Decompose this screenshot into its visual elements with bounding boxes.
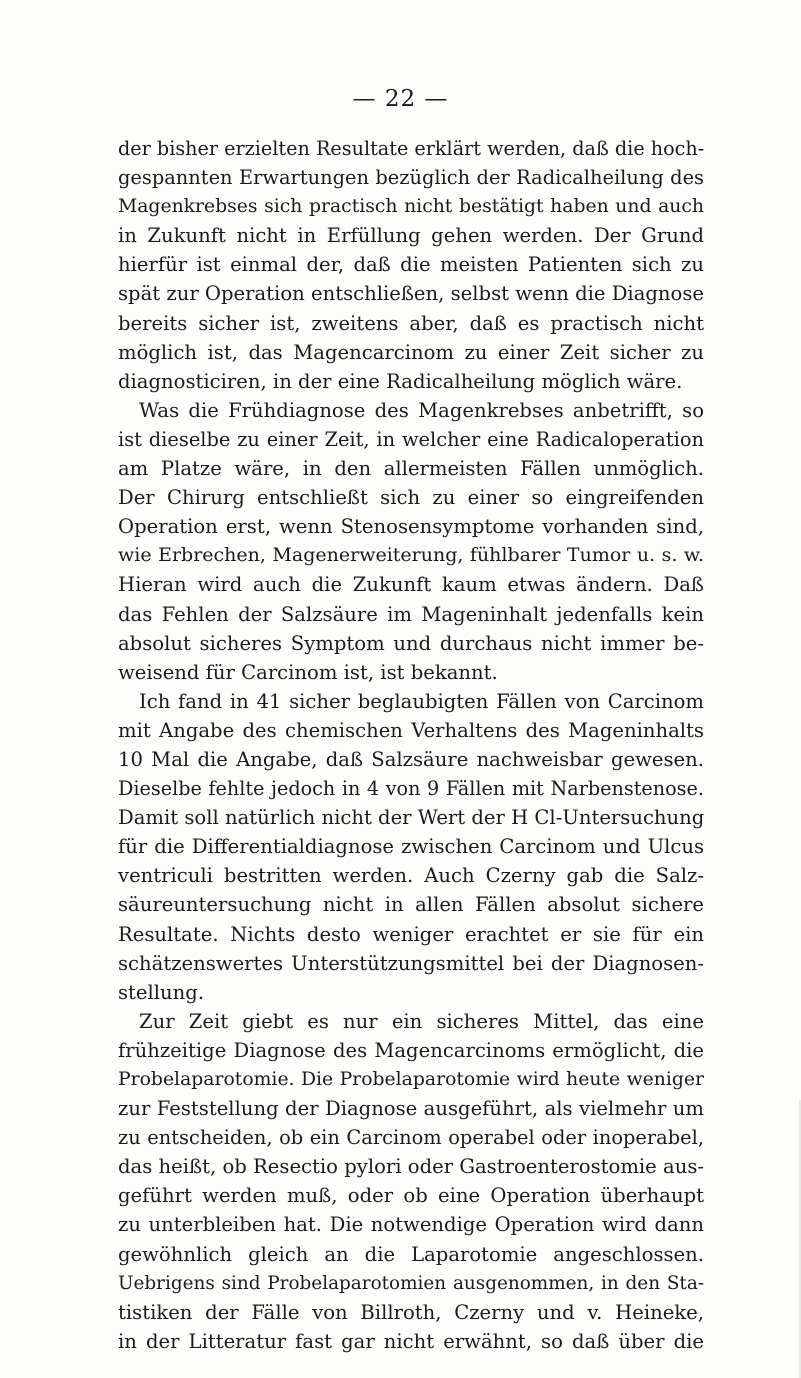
text-line: ist dieselbe zu einer Zeit, in welcher eine Radicaloperation <box>118 427 704 451</box>
text-line: Resultate. Nichts desto weniger erachtet er sie für ein <box>118 922 704 946</box>
text-line: Was die Frühdiagnose des Magenkrebses anbetrifft, so <box>139 398 704 422</box>
text-line: Uebrigens sind Probelaparotomien ausgenommen, in den Sta- <box>118 1272 704 1294</box>
text-line: ventriculi bestritten werden. Auch Czerny gab die Salz- <box>118 864 704 888</box>
text-line: hierfür ist einmal der, daß die meisten Patienten sich zu <box>118 253 704 277</box>
text-line: gespannten Erwartungen bezüglich der Radicalheilung des <box>118 166 704 190</box>
text-line: der bisher erzielten Resultate erklärt werden, daß die hoch- <box>118 137 705 160</box>
text-line: Operation erst, wenn Stenosensymptome vorhanden sind, <box>118 515 704 539</box>
text-line: Der Chirurg entschließt sich zu einer so eingreifenden <box>118 486 704 510</box>
text-line: frühzeitige Diagnose des Magencarcinoms ermöglicht, die <box>118 1038 704 1062</box>
text-line: mit Angabe des chemischen Verhaltens des Mageninhalts <box>118 718 704 742</box>
text-line: 10 Mal die Angabe, daß Salzsäure nachweisbar gewesen. <box>118 747 704 771</box>
text-line: gewöhnlich gleich an die Laparotomie angeschlossen. <box>118 1242 704 1266</box>
text-line: zu entscheiden, ob ein Carcinom operabel oder inoperabel, <box>118 1126 704 1150</box>
page-number: — 22 — <box>352 86 449 112</box>
text-line: Probelaparotomie. Die Probelaparotomie wird heute weniger <box>118 1069 704 1090</box>
text-line: stellung. <box>118 980 205 1004</box>
text-line: am Platze wäre, in den allermeisten Fällen unmöglich. <box>118 457 704 481</box>
text-line: in der Litteratur fast gar nicht erwähnt, so daß über die <box>118 1329 704 1353</box>
text-line: zur Feststellung der Diagnose ausgeführt, als vielmehr um <box>118 1097 704 1121</box>
text-line: für die Differentialdiagnose zwischen Carcinom und Ulcus <box>118 835 704 859</box>
text-line: Hieran wird auch die Zukunft kaum etwas ändern. Daß <box>118 573 704 597</box>
text-line: Damit soll natürlich nicht der Wert der H Cl-Untersuchung <box>118 806 705 830</box>
text-line: spät zur Operation entschließen, selbst wenn die Diagnose <box>118 282 704 306</box>
text-line: Ich fand in 41 sicher beglaubigten Fällen von Carcinom <box>139 689 704 713</box>
text-line: tistiken der Fälle von Billroth, Czerny und v. Heineke, <box>118 1300 704 1324</box>
text-line: in Zukunft nicht in Erfüllung gehen werden. Der Grund <box>118 224 704 248</box>
text-line: Magenkrebses sich practisch nicht bestätigt haben und auch <box>118 196 704 218</box>
text-line: Dieselbe fehlte jedoch in 4 von 9 Fällen mit Narbenstenose. <box>118 777 704 801</box>
text-line: das Fehlen der Salzsäure im Mageninhalt jedenfalls kein <box>118 602 704 626</box>
text-line: säureuntersuchung nicht in allen Fällen absolut sichere <box>118 893 704 917</box>
text-line: möglich ist, das Magencarcinom zu einer Zeit sicher zu <box>118 340 704 364</box>
text-line: schätzenswertes Unterstützungsmittel bei der Diagnosen- <box>118 951 704 975</box>
text-line: weisend für Carcinom ist, ist bekannt. <box>118 660 498 684</box>
text-line: geführt werden muß, oder ob eine Operation überhaupt <box>118 1184 704 1208</box>
text-line: wie Erbrechen, Magenerweiterung, fühlbarer Tumor u. s. w. <box>118 544 704 567</box>
body-text <box>118 134 704 1356</box>
text-line: absolut sicheres Symptom und durchaus nicht immer be- <box>118 631 704 655</box>
text-line: bereits sicher ist, zweitens aber, daß es practisch nicht <box>118 311 704 335</box>
text-line: Zur Zeit giebt es nur ein sicheres Mittel, das eine <box>139 1009 704 1033</box>
text-line: das heißt, ob Resectio pylori oder Gastroenterostomie aus- <box>118 1155 704 1179</box>
text-line: zu unterbleiben hat. Die notwendige Operation wird dann <box>118 1213 704 1237</box>
text-line: diagnosticiren, in der eine Radicalheilung möglich wäre. <box>118 369 683 393</box>
